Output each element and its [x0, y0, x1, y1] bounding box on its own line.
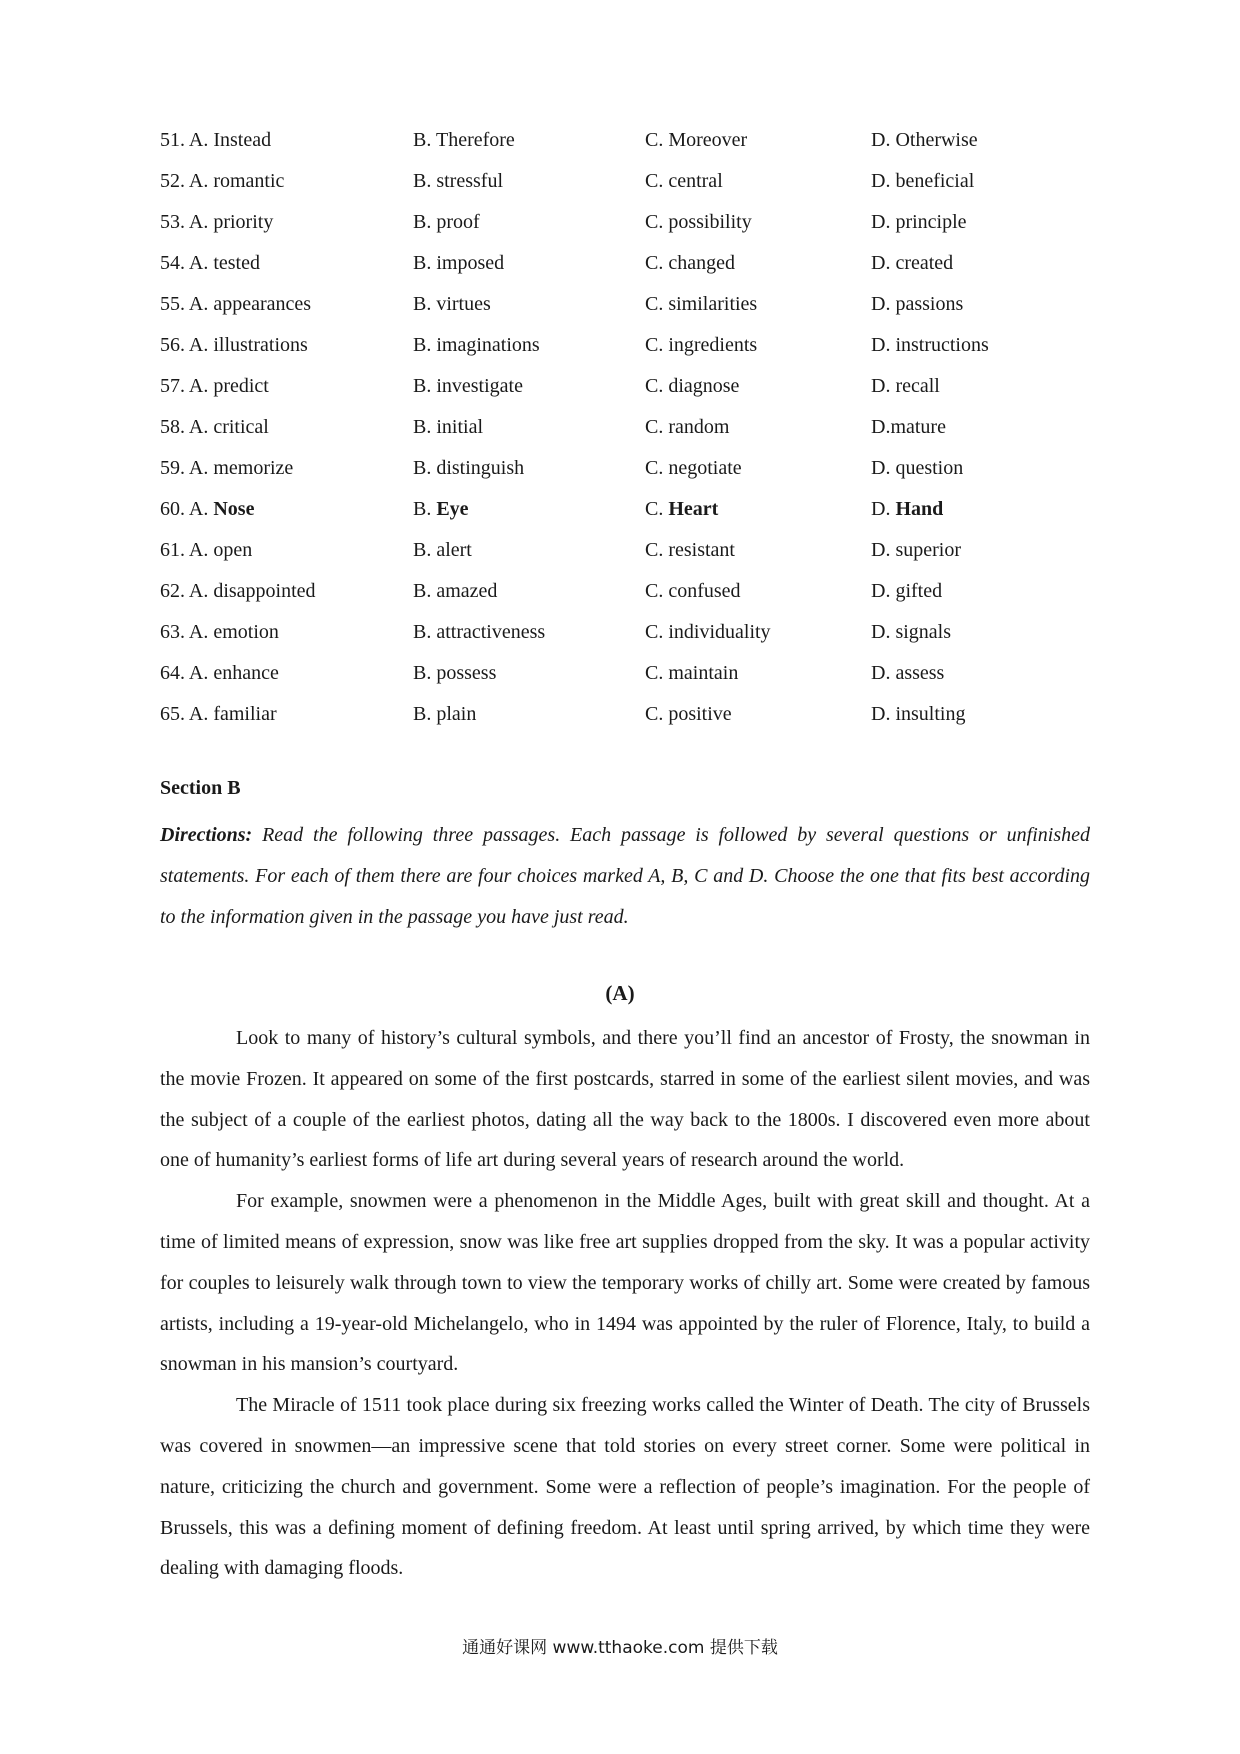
option-b: B. imaginations	[413, 334, 540, 356]
option-c: C. diagnose	[645, 375, 740, 397]
option-d	[871, 489, 943, 530]
option-c: C. changed	[645, 252, 735, 274]
option-a: 51. A. Instead	[160, 129, 272, 151]
option-a: 65. A. familiar	[160, 703, 277, 725]
option-d: D. beneficial	[871, 170, 975, 192]
option-c: C. ingredients	[645, 334, 758, 356]
option-b: B. investigate	[413, 375, 523, 397]
option-a: 61. A. open	[160, 539, 253, 561]
option-b: B. initial	[413, 416, 483, 438]
option-row-56	[160, 325, 1100, 366]
option-b: B. alert	[413, 539, 472, 561]
option-a: 59. A. memorize	[160, 457, 294, 479]
option-d: D.mature	[871, 416, 946, 438]
option-c: C. negotiate	[645, 457, 742, 479]
option-b: B. distinguish	[413, 457, 525, 479]
option-d: D. recall	[871, 375, 940, 397]
option-a: 58. A. critical	[160, 416, 269, 438]
directions-text: Read the following three passages. Each passage is followed by several questions or unfinished statements. For each of them there are four choices marked A, B, C and D. Choose the one that fits best according to the information given in the passage you have just read.	[160, 824, 1090, 928]
option-row-54	[160, 243, 1100, 284]
option-d: D. signals	[871, 621, 951, 643]
passage-title: (A)	[605, 981, 635, 1005]
option-prefix: C.	[645, 498, 669, 520]
option-d: D. assess	[871, 662, 945, 684]
option-row-62	[160, 571, 1100, 612]
option-c: C. positive	[645, 703, 732, 725]
option-c: C. similarities	[645, 293, 758, 315]
paragraph: The Miracle of 1511 took place during six freezing works called the Winter of Death. The city of Brussels was covered in snowmen—an impressive scene that told stories on every street corner. Some were political in nature, criticizing the church and government. Some were a reflection of people’s imagination. For the people of Brussels, this was a defining moment of defining freedom. At least until spring arrived, by which time they were dealing with damaging floods.	[160, 1394, 1090, 1580]
option-a: 55. A. appearances	[160, 293, 312, 315]
directions-label: Directions:	[160, 824, 253, 846]
option-d: D. principle	[871, 211, 967, 233]
option-d: D. instructions	[871, 334, 989, 356]
option-c: C. central	[645, 170, 723, 192]
option-b: B. virtues	[413, 293, 491, 315]
option-b: B. stressful	[413, 170, 503, 192]
option-a: 57. A. predict	[160, 375, 269, 397]
option-row-61	[160, 530, 1100, 571]
option-a: 52. A. romantic	[160, 170, 285, 192]
option-row-53	[160, 202, 1100, 243]
option-b: B. possess	[413, 662, 497, 684]
option-row-58	[160, 407, 1100, 448]
option-word: Heart	[668, 498, 719, 520]
option-d: D. insulting	[871, 703, 966, 725]
option-a: 64. A. enhance	[160, 662, 279, 684]
option-b: B. attractiveness	[413, 621, 546, 643]
option-row-64	[160, 653, 1100, 694]
answer-options	[160, 120, 1100, 735]
option-c	[645, 489, 718, 530]
option-b: B. proof	[413, 211, 480, 233]
option-b: B. imposed	[413, 252, 505, 274]
option-b: B. plain	[413, 703, 477, 725]
option-c: C. confused	[645, 580, 741, 602]
option-prefix: 60. A.	[160, 498, 214, 520]
option-b	[413, 489, 469, 530]
option-a: 56. A. illustrations	[160, 334, 308, 356]
option-c: C. maintain	[645, 662, 739, 684]
option-c: C. Moreover	[645, 129, 748, 151]
option-d: D. passions	[871, 293, 964, 315]
option-c: C. possibility	[645, 211, 752, 233]
page-footer: 通通好课网 www.tthaoke.com 提供下载	[462, 1638, 778, 1658]
option-d: D. question	[871, 457, 964, 479]
option-row-63	[160, 612, 1100, 653]
passage-body	[160, 1018, 1090, 1589]
option-row-57	[160, 366, 1100, 407]
directions	[160, 815, 1090, 938]
option-a: 62. A. disappointed	[160, 580, 316, 602]
option-word: Nose	[213, 498, 255, 520]
option-b: B. amazed	[413, 580, 498, 602]
option-c: C. individuality	[645, 621, 771, 643]
paragraph: Look to many of history’s cultural symbols, and there you’ll find an ancestor of Frosty, the snowman in the movie Frozen. It appeared on some of the first postcards, starred in some of the earliest silent movies, and was the subject of a couple of the earliest photos, dating all the way back to the 1800s. I discovered even more about one of humanity’s earliest forms of life art during several years of research around the world.	[160, 1027, 1090, 1172]
paragraph: For example, snowmen were a phenomenon in the Middle Ages, built with great skill and thought. At a time of limited means of expression, snow was like free art supplies dropped from the sky. It was a popular activity for couples to leisurely walk through town to view the temporary works of chilly art. Some were created by famous artists, including a 19-year-old Michelangelo, who in 1494 was appointed by the ruler of Florence, Italy, to build a snowman in his mansion’s courtyard.	[160, 1190, 1090, 1376]
option-word: Eye	[436, 498, 469, 520]
option-d: D. created	[871, 252, 954, 274]
option-word: Hand	[895, 498, 944, 520]
section-title: Section B	[160, 777, 241, 799]
option-c: C. random	[645, 416, 730, 438]
option-row-65	[160, 694, 1100, 735]
option-prefix: D.	[871, 498, 896, 520]
option-row-51	[160, 120, 1100, 161]
option-d: D. Otherwise	[871, 129, 978, 151]
option-row-52	[160, 161, 1100, 202]
option-prefix: B.	[413, 498, 437, 520]
option-a: 53. A. priority	[160, 211, 274, 233]
option-a: 54. A. tested	[160, 252, 260, 274]
option-d: D. gifted	[871, 580, 943, 602]
option-a	[160, 489, 254, 530]
option-b: B. Therefore	[413, 129, 515, 151]
option-c: C. resistant	[645, 539, 735, 561]
option-row-55	[160, 284, 1100, 325]
option-row-60	[160, 489, 1100, 530]
option-d: D. superior	[871, 539, 961, 561]
option-a: 63. A. emotion	[160, 621, 279, 643]
option-row-59	[160, 448, 1100, 489]
